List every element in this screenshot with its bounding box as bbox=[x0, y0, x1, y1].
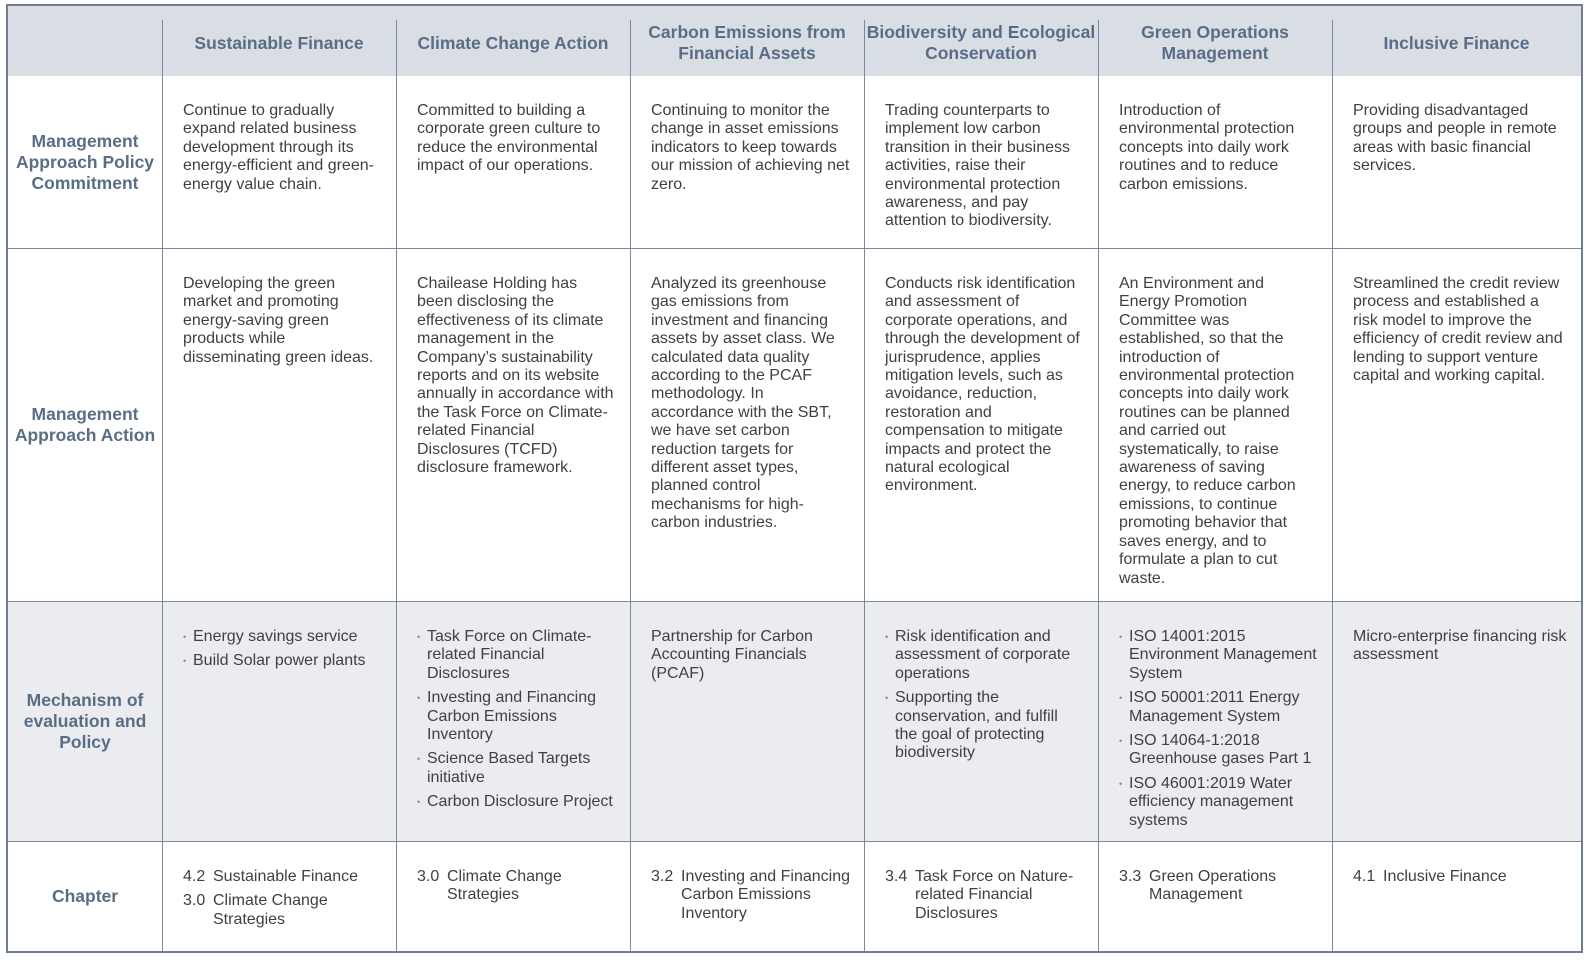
policy-cell: Continue to gradually expand related business development through its energy-efficient and green-energy value chain. bbox=[162, 76, 396, 248]
action-cell: Conducts risk identification and assessment of corporate operations, and through the development of jurisprudence, applies mitigation levels, such as avoidance, reduction, restoration and compensation to mitigate impacts and protect the natural ecological environment. bbox=[864, 248, 1098, 601]
chapter-number: 3.0 bbox=[183, 892, 206, 910]
row-label-policy-commitment: Management Approach Policy Commitment bbox=[8, 76, 162, 248]
column-header-inclusive-finance bbox=[1332, 6, 1581, 76]
column-header-label: Carbon Emissions from Financial Assets bbox=[648, 22, 846, 63]
action-cell: An Environment and Energy Promotion Committee was established, so that the introduction of environmental protection concepts into daily work routines can be planned and carried out systematically, to raise awareness of saving energy, to reduce carbon emissions, to continue promoting behavior that saves energy, and to formulate a plan to cut waste. bbox=[1098, 248, 1332, 601]
list-item: • Science Based Targets initiative bbox=[417, 750, 616, 787]
chapter-cell bbox=[630, 841, 864, 951]
management-approach-table bbox=[6, 4, 1583, 953]
list-item: • Task Force on Climate-related Financial Disclosures bbox=[417, 628, 616, 683]
chapter-reference bbox=[1119, 868, 1318, 905]
row-label-action: Management Approach Action bbox=[8, 248, 162, 601]
chapter-reference bbox=[417, 868, 616, 905]
column-header-label: Green Operations Management bbox=[1141, 22, 1289, 63]
column-header-biodiversity bbox=[864, 6, 1098, 76]
policy-cell: Continuing to monitor the change in asset emissions indicators to keep towards our mission of achieving net zero. bbox=[630, 76, 864, 248]
chapter-number: 3.2 bbox=[651, 868, 674, 885]
bullet-list bbox=[885, 628, 1084, 763]
column-header-label: Biodiversity and Ecological Conservation bbox=[866, 22, 1096, 63]
list-item: • ISO 50001:2011 Energy Management System bbox=[1119, 689, 1318, 726]
chapter-title: Climate Change Strategies bbox=[447, 868, 562, 904]
chapter-title: Sustainable Finance bbox=[213, 868, 358, 885]
list-item: • ISO 14064-1:2018 Greenhouse gases Part 1 bbox=[1119, 732, 1318, 769]
mechanism-cell bbox=[864, 601, 1098, 841]
mechanism-cell: Micro-enterprise financing risk assessment bbox=[1332, 601, 1581, 841]
list-item: • Supporting the conservation, and fulfill the goal of protecting biodiversity bbox=[885, 689, 1084, 763]
list-item: • Build Solar power plants bbox=[183, 652, 382, 670]
list-item: • Carbon Disclosure Project bbox=[417, 793, 616, 811]
chapter-title: Inclusive Finance bbox=[1383, 868, 1507, 885]
policy-cell: Introduction of environmental protection concepts into daily work routines and to reduce carbon emissions. bbox=[1098, 76, 1332, 248]
policy-cell: Trading counterparts to implement low carbon transition in their business activities, raise their environmental protection awareness, and pay attention to biodiversity. bbox=[864, 76, 1098, 248]
column-header-label: Climate Change Action bbox=[417, 32, 609, 53]
policy-cell: Committed to building a corporate green culture to reduce the environmental impact of our operations. bbox=[396, 76, 630, 248]
list-item: • ISO 46001:2019 Water efficiency management systems bbox=[1119, 775, 1318, 830]
table-grid bbox=[8, 6, 1581, 951]
chapter-title: Green Operations Management bbox=[1149, 868, 1277, 904]
chapter-title: Investing and Financing Carbon Emissions Inventory bbox=[681, 868, 850, 922]
bullet-list bbox=[183, 628, 382, 671]
row-label-mechanism: Mechanism of evaluation and Policy bbox=[8, 601, 162, 841]
column-header-label: Sustainable Finance bbox=[194, 32, 364, 53]
action-cell: Chailease Holding has been disclosing the effectiveness of its climate management in the Company’s sustainability reports and on its website annually in accordance with the Task Force on Climate-related Financial Disclosures (TCFD) disclosure framework. bbox=[396, 248, 630, 601]
action-cell: Developing the green market and promoting energy-saving green products while disseminating green ideas. bbox=[162, 248, 396, 601]
chapter-reference bbox=[885, 868, 1084, 923]
mechanism-cell bbox=[1098, 601, 1332, 841]
chapter-cell bbox=[396, 841, 630, 951]
chapter-reference bbox=[651, 868, 850, 923]
list-item: • Investing and Financing Carbon Emissions Inventory bbox=[417, 689, 616, 744]
chapter-number: 4.1 bbox=[1353, 868, 1376, 885]
chapter-reference bbox=[1353, 868, 1567, 886]
chapter-cell bbox=[1332, 841, 1581, 951]
row-label-chapter: Chapter bbox=[8, 841, 162, 951]
chapter-title: Climate Change Strategies bbox=[213, 892, 328, 928]
mechanism-cell bbox=[396, 601, 630, 841]
action-cell: Analyzed its greenhouse gas emissions from investment and financing assets by asset class. We calculated data quality according to the PCAF methodology. In accordance with the SBT, we have set carbon reduction targets for different asset types, planned control mechanisms for high-carbon industries. bbox=[630, 248, 864, 601]
column-header-climate-change-action bbox=[396, 6, 630, 76]
mechanism-cell: Partnership for Carbon Accounting Financials (PCAF) bbox=[630, 601, 864, 841]
chapter-cell bbox=[1098, 841, 1332, 951]
mechanism-cell bbox=[162, 601, 396, 841]
chapter-number: 3.0 bbox=[417, 868, 440, 885]
chapter-reference bbox=[183, 892, 382, 929]
header-corner bbox=[8, 6, 162, 76]
chapter-number: 3.3 bbox=[1119, 868, 1142, 885]
column-header-sustainable-finance bbox=[162, 6, 396, 76]
action-cell: Streamlined the credit review process and established a risk model to improve the efficiency of credit review and lending to support venture capital and working capital. bbox=[1332, 248, 1581, 601]
policy-cell: Providing disadvantaged groups and people in remote areas with basic financial services. bbox=[1332, 76, 1581, 248]
chapter-reference bbox=[183, 868, 382, 886]
column-header-label: Inclusive Finance bbox=[1383, 32, 1530, 53]
chapter-cell bbox=[864, 841, 1098, 951]
list-item: • ISO 14001:2015 Environment Management System bbox=[1119, 628, 1318, 683]
list-item: • Risk identification and assessment of corporate operations bbox=[885, 628, 1084, 683]
list-item: • Energy savings service bbox=[183, 628, 382, 646]
column-header-carbon-emissions bbox=[630, 6, 864, 76]
column-header-green-operations bbox=[1098, 6, 1332, 76]
bullet-list bbox=[1119, 628, 1318, 830]
chapter-cell bbox=[162, 841, 396, 951]
chapter-title: Task Force on Nature-related Financial Disclosures bbox=[915, 868, 1074, 922]
chapter-number: 3.4 bbox=[885, 868, 908, 885]
chapter-number: 4.2 bbox=[183, 868, 206, 885]
bullet-list bbox=[417, 628, 616, 812]
